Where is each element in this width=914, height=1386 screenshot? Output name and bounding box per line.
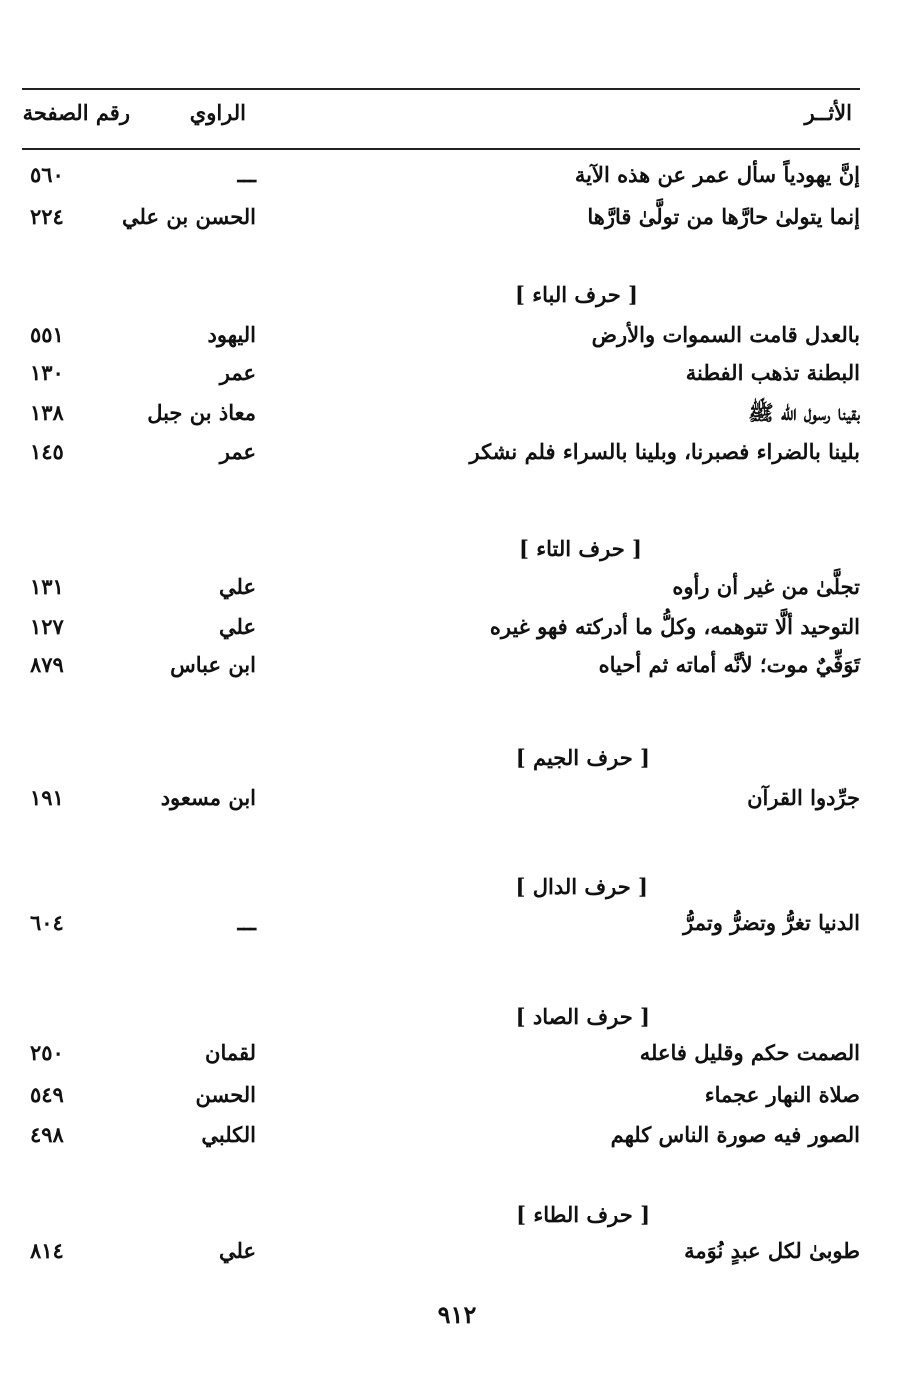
rawi-name: ـــ [237, 910, 256, 935]
index-row [0, 358, 914, 388]
rawi-name: معاذ بن جبل [147, 400, 256, 425]
athar-text: طوبىٰ لكل عبدٍ نُوَمة [684, 1238, 860, 1263]
rawi-name: ابن مسعود [160, 785, 256, 810]
section-title-dal: [ حرف الدال ] [515, 874, 648, 899]
header-rule [22, 148, 860, 150]
athar-text: تجلَّىٰ من غير أن رأوه [672, 574, 860, 599]
rawi-name: ـــ [237, 162, 256, 187]
athar-text: الصور فيه صورة الناس كلهم [610, 1122, 860, 1147]
section-title-sad: [ حرف الصاد ] [515, 1004, 650, 1029]
section-title-ta2: [ حرف الطاء ] [516, 1202, 650, 1227]
header-page-number: رقم الصفحة [22, 100, 130, 125]
rawi-name: عمر [219, 360, 256, 385]
athar-text: إنما يتولىٰ حارَّها من تولَّىٰ قارَّها [587, 204, 860, 229]
index-row [0, 783, 914, 813]
athar-text: بالعدل قامت السموات والأرض [591, 322, 860, 347]
athar-text: جرِّدوا القرآن [747, 785, 860, 810]
page-number: ٢٥٠ [30, 1040, 64, 1065]
index-row [0, 437, 914, 467]
rawi-name: علي [219, 614, 256, 639]
header-athar: الأثــر [804, 100, 852, 125]
section-title-ta: [ حرف التاء ] [519, 536, 642, 561]
page-number: ٥٦٠ [30, 162, 64, 187]
page-number: ٦٠٤ [30, 910, 64, 935]
page-number: ١٣١ [30, 574, 64, 599]
index-row [0, 202, 914, 232]
index-row [0, 1038, 914, 1068]
index-row [0, 908, 914, 938]
rawi-name: لقمان [205, 1040, 256, 1065]
index-row [0, 612, 914, 642]
page-number: ٢٢٤ [30, 204, 64, 229]
page-number: ١٢٧ [30, 614, 64, 639]
page-number: ٨٧٩ [30, 652, 64, 677]
index-row [0, 1120, 914, 1150]
rawi-name: الكلبي [201, 1122, 256, 1147]
index-row [0, 398, 914, 428]
athar-text: إنَّ يهودياً سأل عمر عن هذه الآية [574, 162, 860, 187]
index-row [0, 572, 914, 602]
section-title-jim: [ حرف الجيم ] [515, 745, 650, 770]
index-row [0, 160, 914, 190]
page-number: ٥٤٩ [30, 1082, 64, 1107]
header-rawi: الراوي [189, 100, 246, 125]
page-number: ١٤٥ [30, 439, 64, 464]
rawi-name: اليهود [207, 322, 256, 347]
athar-text: الصمت حكم وقليل فاعله [639, 1040, 860, 1065]
athar-text: التوحيد ألَّا تتوهمه، وكلُّ ما أدركته فهو غيره [489, 614, 860, 639]
athar-text: البطنة تذهب الفطنة [685, 360, 860, 385]
index-row [0, 320, 914, 350]
top-rule [22, 88, 860, 90]
rawi-name: ابن عباس [170, 652, 256, 677]
rawi-name: الحسن بن علي [122, 204, 256, 229]
page-number: ١٣٨ [30, 400, 64, 425]
rawi-name: علي [219, 574, 256, 599]
page-number: ٨١٤ [30, 1238, 64, 1263]
page-folio: ٩١٢ [437, 1300, 477, 1329]
athar-text: بقينا رسول الله ﷺ [748, 400, 860, 425]
section-title-ba: [ حرف الباء ] [515, 282, 638, 307]
rawi-name: الحسن [195, 1082, 256, 1107]
page-number: ١٣٠ [30, 360, 64, 385]
athar-text: الدنيا تغرُّ وتضرُّ وتمرُّ [683, 910, 860, 935]
rawi-name: علي [219, 1238, 256, 1263]
rawi-name: عمر [219, 439, 256, 464]
page-number: ١٩١ [30, 785, 64, 810]
athar-text: تَوَفِّيٌ موت؛ لأنَّه أماته ثم أحياه [598, 652, 860, 677]
page-number: ٥٥١ [30, 322, 64, 347]
athar-text: صلاة النهار عجماء [704, 1082, 860, 1107]
index-row [0, 650, 914, 680]
athar-text: بلينا بالضراء فصبرنا، وبلينا بالسراء فلم نشكر [469, 439, 860, 464]
index-row [0, 1236, 914, 1266]
index-row [0, 1080, 914, 1110]
page-number: ٤٩٨ [30, 1122, 64, 1147]
